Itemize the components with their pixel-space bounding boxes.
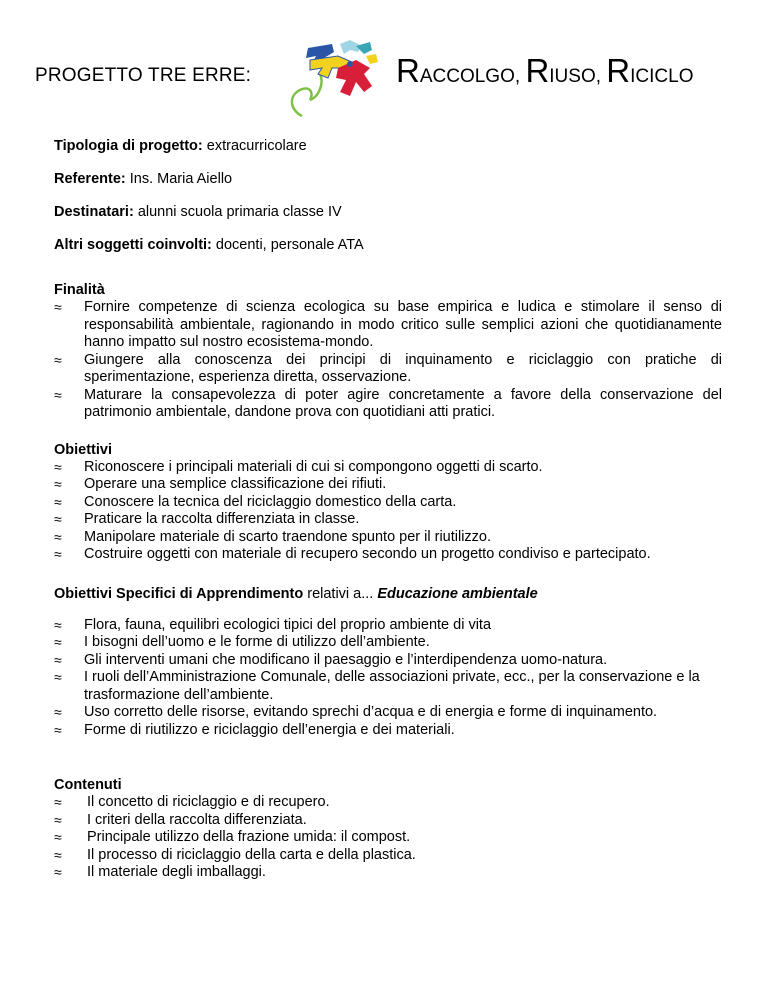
- section-osa: [54, 586, 722, 740]
- section-finalita: [54, 282, 722, 422]
- list-item: ≈ I ruoli dell’Amministrazione Comunale, delle associazioni private, ecc., per la conservazione e la trasformazione dell’ambiente.: [54, 669, 700, 703]
- list-item: ≈ Operare una semplice classificazione dei rifiuti.: [54, 476, 387, 492]
- list-item: ≈ I bisogni dell’uomo e le forme di utilizzo dell’ambiente.: [54, 634, 430, 650]
- list-item: ≈ Conoscere la tecnica del riciclaggio domestico della carta.: [54, 493, 457, 510]
- list-item: ≈ Maturare la consapevolezza di poter agire concretamente a favore della conservazione del patrimonio ambientale, dandone prova con quotidiani atti pratici.: [54, 386, 722, 420]
- section-title: Finalità: [54, 282, 105, 298]
- list-item: ≈ Praticare la raccolta differenziata in classe.: [54, 511, 360, 527]
- list-item: ≈ Riconoscere i principali materiali di cui si compongono oggetti di scarto.: [54, 458, 543, 475]
- list-item: ≈ Principale utilizzo della frazione umida: il compost.: [54, 829, 411, 845]
- list-item: ≈ Flora, fauna, equilibri ecologici tipici del proprio ambiente di vita: [54, 616, 492, 633]
- field-destinatari: Destinatari: alunni scuola primaria classe IV: [54, 204, 342, 220]
- list-item: ≈ Fornire competenze di scienza ecologica su base empirica e ludica e stimolare il senso di responsabilità ambientale, ragionando in modo critico sulle semplici azioni che quotidianamente hanno impatto sul nostro ecosistema-mondo.: [54, 299, 722, 350]
- list-item: ≈ Il materiale degli imballaggi.: [54, 864, 266, 880]
- finalita-list: [54, 299, 722, 422]
- list-item: ≈ Costruire oggetti con materiale di recupero secondo un progetto condiviso e partecipato.: [54, 546, 651, 562]
- project-title: RACCOLGO, RIUSO, RICICLO: [396, 52, 694, 89]
- list-item: ≈ I criteri della raccolta differenziata.: [54, 811, 307, 828]
- section-title: Contenuti: [54, 777, 122, 793]
- field-tipologia: Tipologia di progetto: extracurricolare: [54, 138, 307, 154]
- list-item: ≈ Il processo di riciclaggio della carta e della plastica.: [54, 846, 416, 863]
- osa-list: [54, 617, 722, 740]
- section-title: Obiettivi: [54, 441, 113, 458]
- obiettivi-list: [54, 459, 722, 564]
- page-header: [0, 0, 768, 120]
- recycling-people-icon: [280, 38, 392, 118]
- project-label: PROGETTO TRE ERRE:: [35, 65, 252, 86]
- section-obiettivi: [54, 442, 722, 564]
- contenuti-list: [54, 794, 722, 882]
- list-item: ≈ Forme di riutilizzo e riciclaggio dell’energia e dei materiali.: [54, 721, 455, 738]
- field-referente: Referente: Ins. Maria Aiello: [54, 171, 233, 187]
- section-title: Obiettivi Specifici di Apprendimento relativi a... Educazione ambientale: [54, 585, 538, 602]
- field-altri-soggetti: Altri soggetti coinvolti: docenti, personale ATA: [54, 237, 364, 253]
- list-item: ≈ Giungere alla conoscenza dei principi di inquinamento e riciclaggio con pratiche di sperimentazione, esperienza diretta, osservazione.: [54, 351, 722, 385]
- list-item: ≈ Uso corretto delle risorse, evitando sprechi d’acqua e di energia e forme di inquinamento.: [54, 704, 658, 720]
- list-item: ≈ Gli interventi umani che modificano il paesaggio e l’interdipendenza uomo-natura.: [54, 651, 608, 668]
- list-item: ≈ Il concetto di riciclaggio e di recupero.: [54, 794, 330, 810]
- list-item: ≈ Manipolare materiale di scarto traendone spunto per il riutilizzo.: [54, 528, 492, 545]
- document-body: [54, 138, 722, 882]
- section-contenuti: [54, 777, 722, 882]
